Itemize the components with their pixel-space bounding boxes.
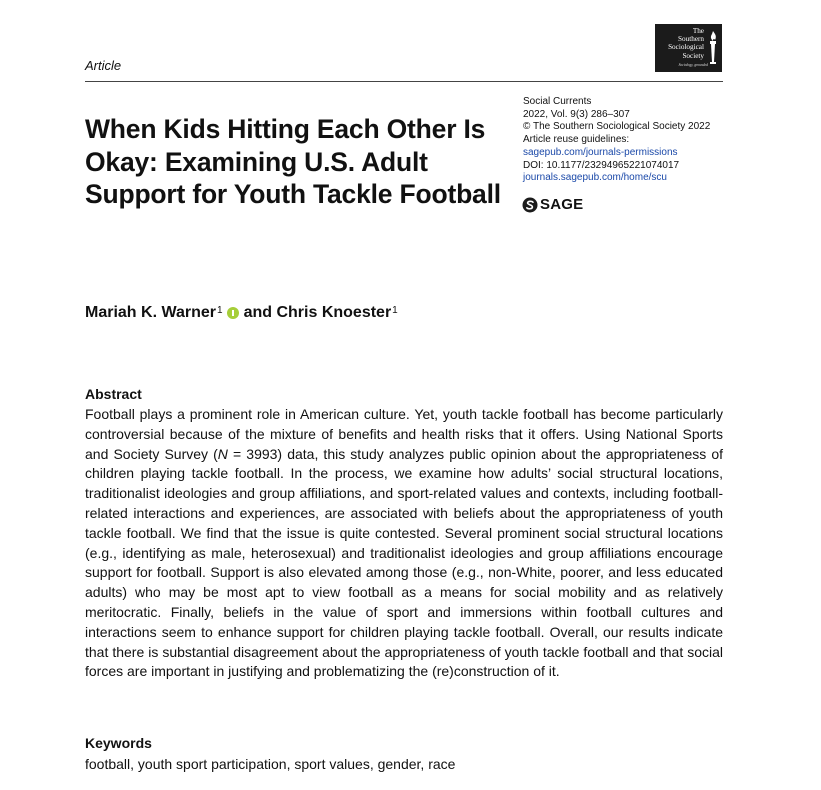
author-name: Mariah K. Warner bbox=[85, 304, 216, 321]
sage-s-icon bbox=[522, 197, 538, 213]
keywords-heading: Keywords bbox=[85, 735, 152, 751]
logo-line: Southern bbox=[678, 35, 704, 44]
journal-name: Social Currents bbox=[523, 96, 592, 107]
header-rule bbox=[85, 81, 723, 82]
abstract-text bbox=[85, 405, 723, 682]
society-logo bbox=[655, 24, 722, 72]
orcid-icon[interactable] bbox=[227, 307, 239, 319]
author-line bbox=[85, 304, 398, 322]
doi: DOI: 10.1177/23294965221074017 bbox=[523, 159, 680, 171]
abstract-heading: Abstract bbox=[85, 386, 142, 402]
logo-line: The bbox=[692, 27, 704, 35]
reuse-guidelines-label: Article reuse guidelines: bbox=[523, 134, 630, 146]
journal-volume: 2022, Vol. 9(3) 286–307 bbox=[523, 108, 630, 120]
affiliation-marker: 1 bbox=[217, 304, 223, 316]
logo-tagline: Sociology, grounded bbox=[678, 63, 708, 67]
copyright-notice: © The Southern Sociological Society 2022 bbox=[523, 121, 711, 133]
logo-line: Sociological bbox=[668, 43, 704, 52]
author-conjunction: and bbox=[243, 304, 273, 321]
permissions-link[interactable]: sagepub.com/journals-permissions bbox=[523, 146, 678, 158]
article-title: When Kids Hitting Each Other Is Okay: Examining U.S. Adult Support for Youth Tackle Football bbox=[85, 114, 501, 209]
sample-size-symbol: N bbox=[217, 445, 228, 462]
torch-icon bbox=[706, 29, 720, 67]
keywords-list: football, youth sport participation, sport values, gender, race bbox=[85, 756, 456, 772]
publisher-name: SAGE bbox=[540, 196, 584, 213]
society-logo-text bbox=[658, 27, 704, 60]
affiliation-marker: 1 bbox=[392, 304, 398, 316]
journal-metadata bbox=[523, 96, 753, 185]
sage-logo bbox=[522, 196, 583, 213]
journal-homepage-link[interactable]: journals.sagepub.com/home/scu bbox=[523, 172, 667, 184]
article-type-label: Article bbox=[85, 58, 122, 73]
abstract-text-part: = 3993) data, this study analyzes public opinion about the appropriateness of children playing tackle football. In the process, we examine how adults’ social structural locations, traditionalist ideologies and group affiliations, and sport-related values and contexts, including football-related interactions and experiences, are associated with beliefs about the appropriateness of youth tackle football. We find that the issue is quite contested. Several prominent social structural locations (e.g., identifying as male, heterosexual) and traditionalist ideologies and group affiliations encourage support for football. Support is also elevated among those (e.g., non-White, poorer, and less educated adults) who may be most apt to view football as a means for social mobility and as relatively meritocratic. Finally, beliefs in the value of sport and immersions within football cultures and interactions seem to enhance support for children playing tackle football. Overall, our results indicate that there is substantial disagreement about the appropriateness of youth tackle football and that social forces are important in justifying and problematizing the (re)construction of it. bbox=[85, 445, 723, 680]
logo-line: Society bbox=[682, 51, 704, 60]
abstract-text-part: Football plays a prominent role in American culture. Yet, youth tackle football has become particularly controversial because of the mixture of benefits and health risks that it offers. Using National Sports and Society Survey ( bbox=[85, 406, 723, 462]
author-name: Chris Knoester bbox=[276, 304, 392, 321]
